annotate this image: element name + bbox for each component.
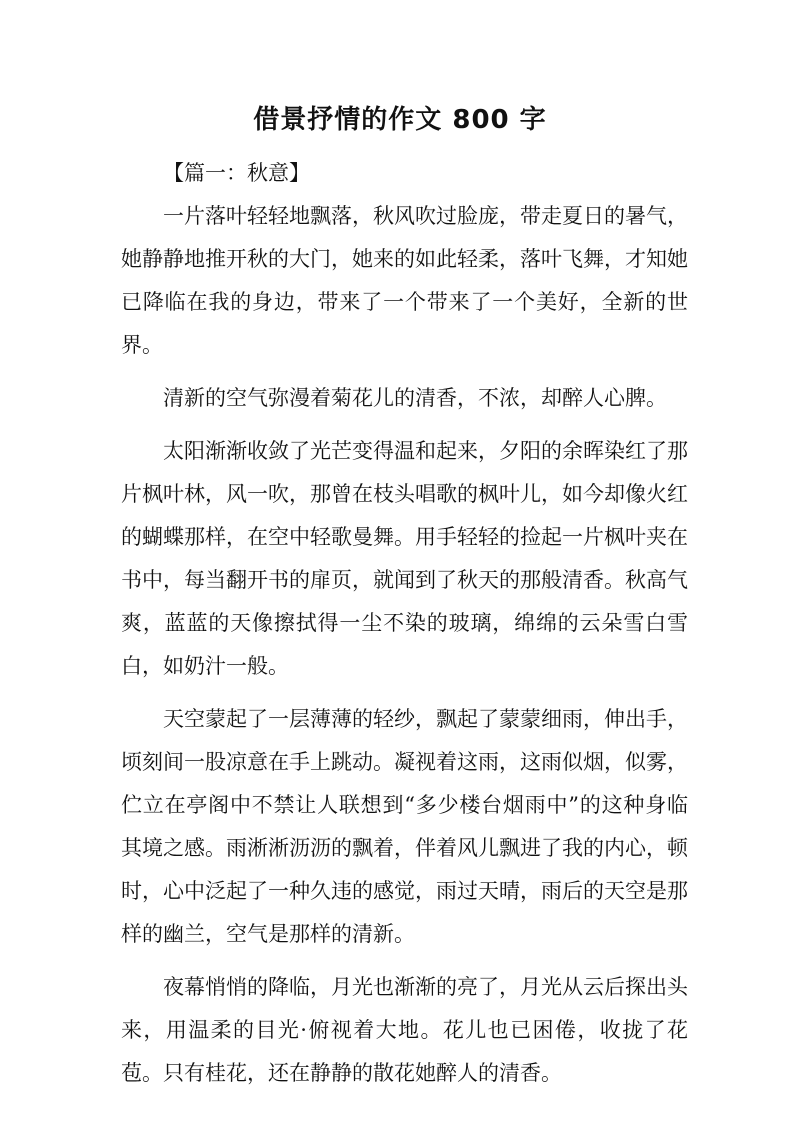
paragraph-2: 清新的空气弥漫着菊花儿的清香，不浓，却醉人心脾。 (163, 386, 667, 410)
paragraph-4: 天空蒙起了一层薄薄的轻纱，飘起了蒙蒙细雨，伸出手，顷刻间一股凉意在手上跳动。凝视着这雨，这雨似烟，似雾，伫立在亭阁中不禁让人联想到“多少楼台烟雨中”的这种身临其境之感。雨淅淅沥沥的飘着，伴着风儿飘进了我的内心，顿时，心中泛起了一种久违的感觉，雨过天晴，雨后的天空是那样的幽兰，空气是那样的清新。 (121, 707, 688, 946)
paragraph-1: 一片落叶轻轻地飘落，秋风吹过脸庞，带走夏日的暑气，她静静地推开秋的大门，她来的如此轻柔，落叶飞舞，才知她已降临在我的身边，带来了一个带来了一个美好，全新的世界。 (121, 204, 688, 357)
section-heading: 【篇一：秋意】 (163, 161, 310, 185)
paragraph-3: 太阳渐渐收敛了光芒变得温和起来，夕阳的余晖染红了那片枫叶林，风一吹，那曾在枝头唱歌的枫叶儿，如今却像火红的蝴蝶那样，在空中轻歌曼舞。用手轻轻的捡起一片枫叶夹在书中，每当翻开书的扉页，就闻到了秋天的那般清香。秋高气爽，蓝蓝的天像擦拭得一尘不染的玻璃，绵绵的云朵雪白雪白，如奶汁一般。 (121, 439, 688, 678)
document-body (121, 152, 688, 1095)
document-title: 借景抒情的作文 800 字 (253, 105, 547, 135)
paragraph-5: 夜幕悄悄的降临，月光也渐渐的亮了，月光从云后探出头来，用温柔的目光·俯视着大地。花儿也已困倦，收拢了花苞。只有桂花，还在静静的散花她醉人的清香。 (121, 975, 688, 1085)
